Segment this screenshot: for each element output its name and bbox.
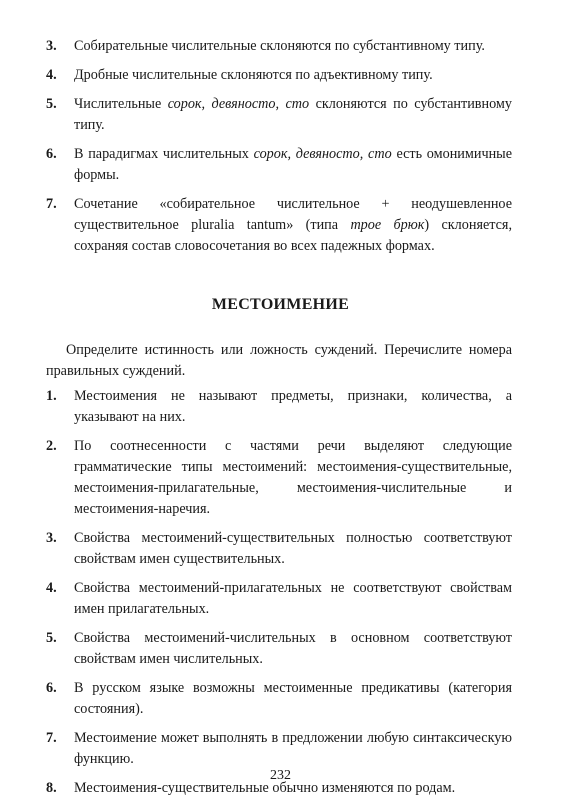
item-text-start: Сочетание «собирательное числительное + неодушевленное существительное pluralia tantum» (типа (74, 196, 512, 233)
list-item (46, 628, 512, 670)
item-number: 5. (46, 96, 57, 112)
list-item (46, 194, 512, 257)
item-number: 5. (46, 630, 57, 646)
item-text: Свойства местоимений-существительных полностью соответствуют свойствам имен существительных. (74, 530, 512, 567)
item-text: Местоимения не называют предметы, признаки, количества, а указывают на них. (74, 388, 512, 425)
item-number: 2. (46, 438, 57, 454)
list-item (46, 144, 512, 186)
item-text-start: В парадигмах числительных (74, 146, 254, 162)
item-text: Местоимение может выполнять в предложении любую синтаксическую функцию. (74, 730, 512, 767)
item-number: 6. (46, 680, 57, 696)
item-text-end: есть омонимичные формы. (74, 146, 513, 183)
item-text-end: склоняются по субстантивному типу. (74, 96, 512, 133)
page-number: 232 (270, 768, 291, 783)
item-number: 3. (46, 530, 57, 546)
item-number: 1. (46, 388, 57, 404)
list-item (46, 94, 512, 136)
item-number: 7. (46, 196, 57, 212)
item-number: 4. (46, 67, 57, 83)
item-number: 3. (46, 38, 57, 54)
statements-list (46, 386, 512, 807)
item-text: Дробные числительные склоняются по адъективному типу. (74, 67, 433, 83)
previous-section-list (46, 36, 512, 265)
item-number: 4. (46, 580, 57, 596)
item-text: Свойства местоимений-числительных в основном соответствуют свойствам имен числительных. (74, 630, 512, 667)
list-item (46, 36, 512, 57)
item-number: 7. (46, 730, 57, 746)
item-text-start: Числительные (74, 96, 168, 112)
item-text-italic: сорок, девяносто, сто (167, 96, 310, 112)
task-instruction: Определите истинность или ложность суждений. Перечислите номера правильных суждений. (46, 342, 512, 379)
item-text: Свойства местоимений-прилагательных не соответствуют свойствам имен прилагательных. (74, 580, 512, 617)
list-item (46, 386, 512, 428)
item-text: Местоимения-существительные обычно изменяются по родам. (74, 780, 456, 796)
list-item (46, 678, 512, 720)
list-item (46, 578, 512, 620)
section-heading: МЕСТОИМЕНИЕ (211, 296, 350, 313)
list-item (46, 728, 512, 770)
list-item (46, 436, 512, 520)
item-text-end: ) склоняется, сохраняя состав словосочетания во всех падежных формах. (74, 217, 513, 254)
item-text-italic: сорок, девяносто, сто (253, 146, 392, 162)
item-number: 6. (46, 146, 57, 162)
item-text: По соотнесенности с частями речи выделяют следующие грамматические типы местоимений: местоимения-существительные, местоимения-прилагательные, местоимения-числительные и местоимения-наречия. (74, 438, 512, 517)
list-item (46, 528, 512, 570)
item-text: В русском языке возможны местоименные предикативы (категория состояния). (74, 680, 512, 717)
item-text: Собирательные числительные склоняются по субстантивному типу. (74, 38, 485, 54)
list-item (46, 65, 512, 86)
item-text-italic: трое брюк (350, 217, 425, 233)
item-number: 8. (46, 780, 57, 796)
